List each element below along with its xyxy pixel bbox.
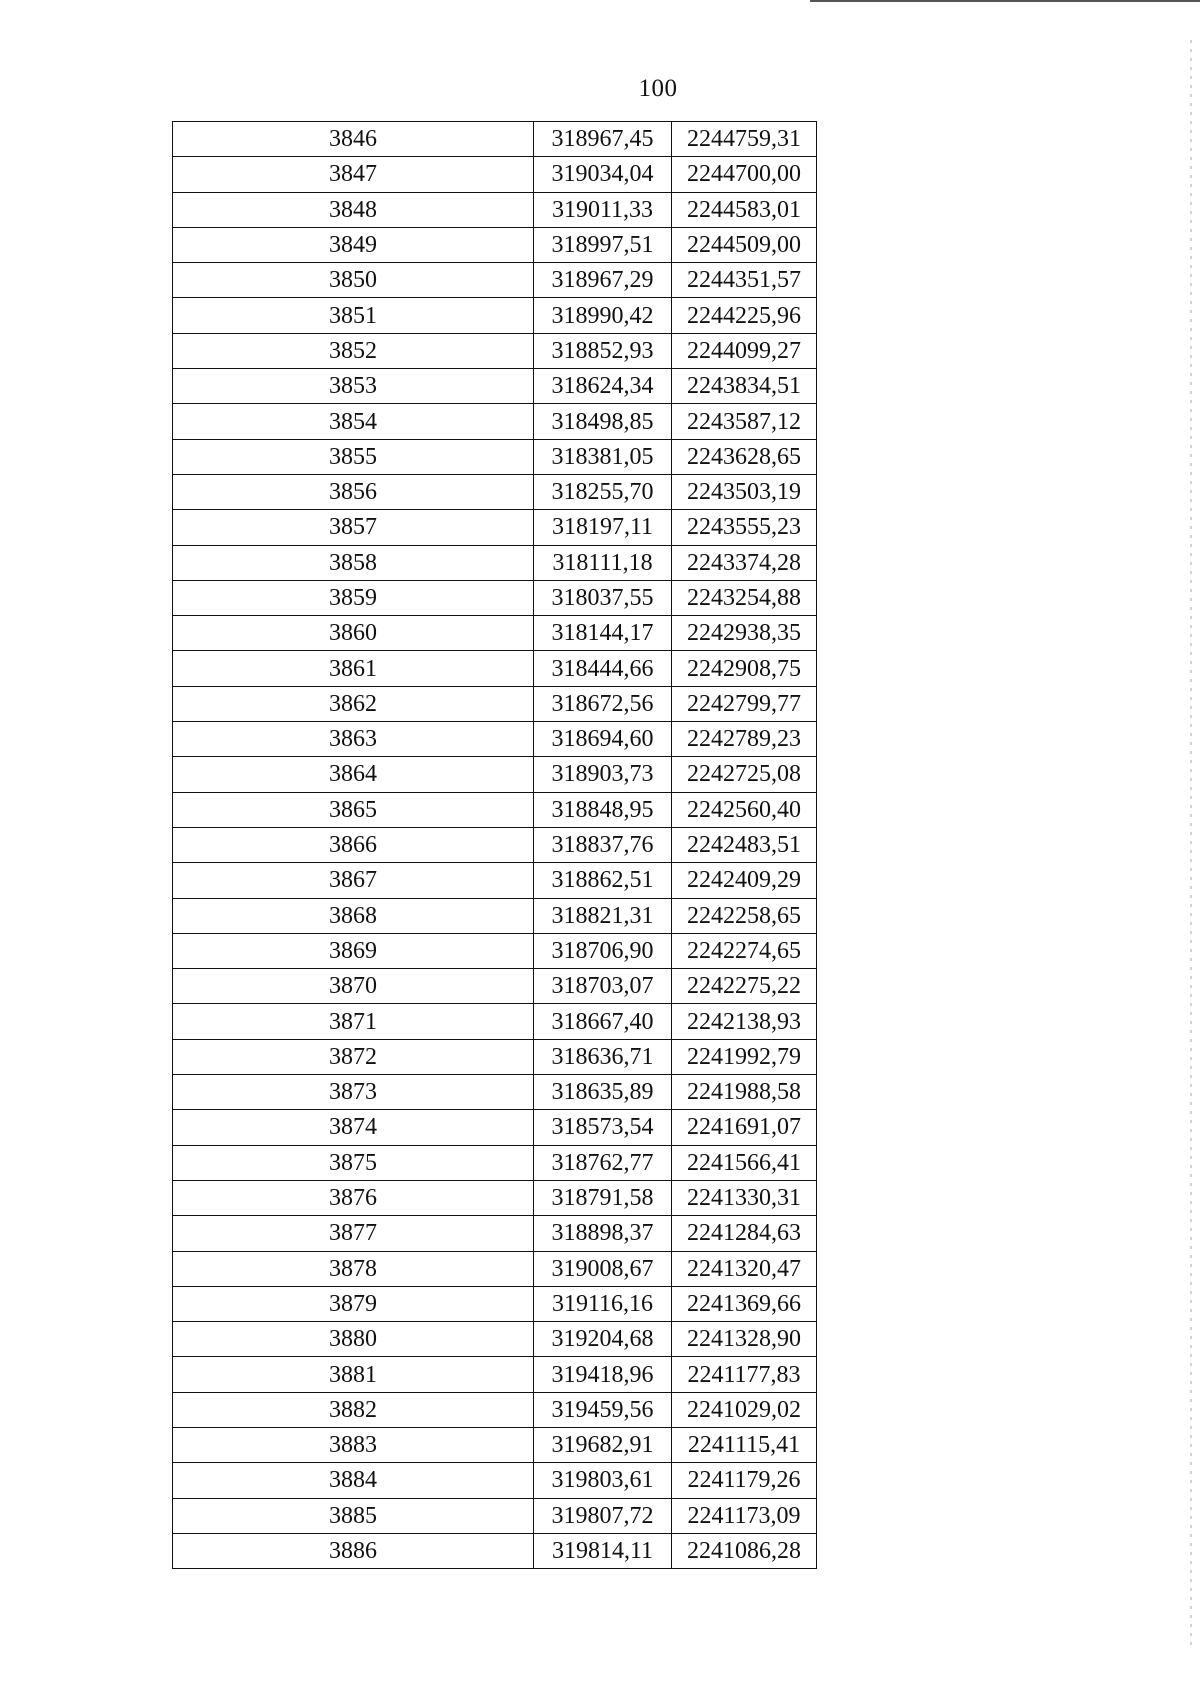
point-number-cell: 3860: [173, 616, 534, 651]
y-coordinate-cell: 2244225,96: [672, 298, 817, 333]
point-number-cell: 3873: [173, 1075, 534, 1110]
y-coordinate-cell: 2241992,79: [672, 1039, 817, 1074]
table-row: [173, 616, 817, 651]
scan-edge-mark: [1190, 40, 1192, 1650]
table-row: [173, 933, 817, 968]
y-coordinate-cell: 2242258,65: [672, 898, 817, 933]
x-coordinate-cell: 319008,67: [534, 1251, 672, 1286]
y-coordinate-cell: 2241115,41: [672, 1427, 817, 1462]
point-number-cell: 3871: [173, 1004, 534, 1039]
table-row: [173, 969, 817, 1004]
table-row: [173, 545, 817, 580]
point-number-cell: 3882: [173, 1392, 534, 1427]
y-coordinate-cell: 2242274,65: [672, 933, 817, 968]
x-coordinate-cell: 318862,51: [534, 863, 672, 898]
page-number: 100: [638, 75, 678, 102]
table-row: [173, 722, 817, 757]
point-number-cell: 3868: [173, 898, 534, 933]
x-coordinate-cell: 319034,04: [534, 157, 672, 192]
point-number-cell: 3861: [173, 651, 534, 686]
y-coordinate-cell: 2242409,29: [672, 863, 817, 898]
x-coordinate-cell: 319459,56: [534, 1392, 672, 1427]
x-coordinate-cell: 319682,91: [534, 1427, 672, 1462]
point-number-cell: 3876: [173, 1180, 534, 1215]
x-coordinate-cell: 318037,55: [534, 580, 672, 615]
y-coordinate-cell: 2241330,31: [672, 1180, 817, 1215]
coordinates-table-body: [173, 122, 817, 1569]
y-coordinate-cell: 2242789,23: [672, 722, 817, 757]
x-coordinate-cell: 318898,37: [534, 1216, 672, 1251]
y-coordinate-cell: 2243254,88: [672, 580, 817, 615]
point-number-cell: 3878: [173, 1251, 534, 1286]
y-coordinate-cell: 2241029,02: [672, 1392, 817, 1427]
x-coordinate-cell: 318997,51: [534, 227, 672, 262]
point-number-cell: 3885: [173, 1498, 534, 1533]
table-row: [173, 1039, 817, 1074]
point-number-cell: 3863: [173, 722, 534, 757]
x-coordinate-cell: 318821,31: [534, 898, 672, 933]
table-row: [173, 439, 817, 474]
x-coordinate-cell: 318635,89: [534, 1075, 672, 1110]
table-row: [173, 404, 817, 439]
point-number-cell: 3872: [173, 1039, 534, 1074]
point-number-cell: 3853: [173, 369, 534, 404]
table-row: [173, 651, 817, 686]
point-number-cell: 3854: [173, 404, 534, 439]
x-coordinate-cell: 318848,95: [534, 792, 672, 827]
point-number-cell: 3883: [173, 1427, 534, 1462]
y-coordinate-cell: 2242275,22: [672, 969, 817, 1004]
table-row: [173, 510, 817, 545]
x-coordinate-cell: 318703,07: [534, 969, 672, 1004]
x-coordinate-cell: 318111,18: [534, 545, 672, 580]
table-row: [173, 1110, 817, 1145]
point-number-cell: 3859: [173, 580, 534, 615]
x-coordinate-cell: 318498,85: [534, 404, 672, 439]
y-coordinate-cell: 2242908,75: [672, 651, 817, 686]
point-number-cell: 3857: [173, 510, 534, 545]
table-row: [173, 1322, 817, 1357]
y-coordinate-cell: 2241284,63: [672, 1216, 817, 1251]
table-row: [173, 192, 817, 227]
point-number-cell: 3864: [173, 757, 534, 792]
x-coordinate-cell: 318672,56: [534, 686, 672, 721]
x-coordinate-cell: 318967,29: [534, 263, 672, 298]
y-coordinate-cell: 2241566,41: [672, 1145, 817, 1180]
y-coordinate-cell: 2241086,28: [672, 1533, 817, 1568]
x-coordinate-cell: 319814,11: [534, 1533, 672, 1568]
x-coordinate-cell: 318444,66: [534, 651, 672, 686]
y-coordinate-cell: 2243503,19: [672, 474, 817, 509]
table-row: [173, 1145, 817, 1180]
point-number-cell: 3879: [173, 1286, 534, 1321]
point-number-cell: 3867: [173, 863, 534, 898]
x-coordinate-cell: 319204,68: [534, 1322, 672, 1357]
y-coordinate-cell: 2243555,23: [672, 510, 817, 545]
table-row: [173, 333, 817, 368]
table-row: [173, 227, 817, 262]
table-row: [173, 1463, 817, 1498]
x-coordinate-cell: 318694,60: [534, 722, 672, 757]
y-coordinate-cell: 2241988,58: [672, 1075, 817, 1110]
x-coordinate-cell: 319807,72: [534, 1498, 672, 1533]
point-number-cell: 3865: [173, 792, 534, 827]
table-row: [173, 1533, 817, 1568]
y-coordinate-cell: 2241173,09: [672, 1498, 817, 1533]
y-coordinate-cell: 2242483,51: [672, 827, 817, 862]
table-row: [173, 792, 817, 827]
table-row: [173, 298, 817, 333]
x-coordinate-cell: 318706,90: [534, 933, 672, 968]
x-coordinate-cell: 318852,93: [534, 333, 672, 368]
point-number-cell: 3848: [173, 192, 534, 227]
x-coordinate-cell: 318903,73: [534, 757, 672, 792]
y-coordinate-cell: 2243834,51: [672, 369, 817, 404]
y-coordinate-cell: 2242725,08: [672, 757, 817, 792]
table-row: [173, 474, 817, 509]
y-coordinate-cell: 2241177,83: [672, 1357, 817, 1392]
x-coordinate-cell: 319116,16: [534, 1286, 672, 1321]
point-number-cell: 3881: [173, 1357, 534, 1392]
table-row: [173, 1180, 817, 1215]
point-number-cell: 3856: [173, 474, 534, 509]
point-number-cell: 3852: [173, 333, 534, 368]
x-coordinate-cell: 318381,05: [534, 439, 672, 474]
y-coordinate-cell: 2241320,47: [672, 1251, 817, 1286]
table-row: [173, 122, 817, 157]
point-number-cell: 3866: [173, 827, 534, 862]
table-row: [173, 1498, 817, 1533]
x-coordinate-cell: 318967,45: [534, 122, 672, 157]
x-coordinate-cell: 318197,11: [534, 510, 672, 545]
y-coordinate-cell: 2244509,00: [672, 227, 817, 262]
y-coordinate-cell: 2244351,57: [672, 263, 817, 298]
table-row: [173, 863, 817, 898]
x-coordinate-cell: 318144,17: [534, 616, 672, 651]
y-coordinate-cell: 2241328,90: [672, 1322, 817, 1357]
table-row: [173, 263, 817, 298]
point-number-cell: 3874: [173, 1110, 534, 1145]
y-coordinate-cell: 2242938,35: [672, 616, 817, 651]
y-coordinate-cell: 2241179,26: [672, 1463, 817, 1498]
point-number-cell: 3870: [173, 969, 534, 1004]
x-coordinate-cell: 319803,61: [534, 1463, 672, 1498]
point-number-cell: 3880: [173, 1322, 534, 1357]
y-coordinate-cell: 2241691,07: [672, 1110, 817, 1145]
coordinates-table: [172, 121, 817, 1569]
x-coordinate-cell: 318573,54: [534, 1110, 672, 1145]
table-row: [173, 827, 817, 862]
table-row: [173, 1427, 817, 1462]
table-row: [173, 369, 817, 404]
point-number-cell: 3847: [173, 157, 534, 192]
point-number-cell: 3869: [173, 933, 534, 968]
table-row: [173, 757, 817, 792]
x-coordinate-cell: 318791,58: [534, 1180, 672, 1215]
point-number-cell: 3886: [173, 1533, 534, 1568]
y-coordinate-cell: 2243374,28: [672, 545, 817, 580]
point-number-cell: 3875: [173, 1145, 534, 1180]
x-coordinate-cell: 319011,33: [534, 192, 672, 227]
table-row: [173, 1216, 817, 1251]
y-coordinate-cell: 2244099,27: [672, 333, 817, 368]
table-row: [173, 1004, 817, 1039]
y-coordinate-cell: 2242138,93: [672, 1004, 817, 1039]
table-row: [173, 1075, 817, 1110]
y-coordinate-cell: 2243628,65: [672, 439, 817, 474]
point-number-cell: 3877: [173, 1216, 534, 1251]
point-number-cell: 3858: [173, 545, 534, 580]
y-coordinate-cell: 2242799,77: [672, 686, 817, 721]
table-row: [173, 1357, 817, 1392]
point-number-cell: 3862: [173, 686, 534, 721]
x-coordinate-cell: 318636,71: [534, 1039, 672, 1074]
x-coordinate-cell: 318255,70: [534, 474, 672, 509]
y-coordinate-cell: 2241369,66: [672, 1286, 817, 1321]
x-coordinate-cell: 319418,96: [534, 1357, 672, 1392]
point-number-cell: 3850: [173, 263, 534, 298]
x-coordinate-cell: 318837,76: [534, 827, 672, 862]
table-row: [173, 1286, 817, 1321]
point-number-cell: 3855: [173, 439, 534, 474]
table-row: [173, 686, 817, 721]
scan-top-rule: [810, 0, 1200, 2]
x-coordinate-cell: 318667,40: [534, 1004, 672, 1039]
y-coordinate-cell: 2244700,00: [672, 157, 817, 192]
table-row: [173, 1392, 817, 1427]
table-row: [173, 898, 817, 933]
y-coordinate-cell: 2242560,40: [672, 792, 817, 827]
point-number-cell: 3846: [173, 122, 534, 157]
y-coordinate-cell: 2244759,31: [672, 122, 817, 157]
table-row: [173, 157, 817, 192]
y-coordinate-cell: 2244583,01: [672, 192, 817, 227]
point-number-cell: 3884: [173, 1463, 534, 1498]
y-coordinate-cell: 2243587,12: [672, 404, 817, 439]
table-row: [173, 1251, 817, 1286]
x-coordinate-cell: 318762,77: [534, 1145, 672, 1180]
point-number-cell: 3849: [173, 227, 534, 262]
point-number-cell: 3851: [173, 298, 534, 333]
table-row: [173, 580, 817, 615]
x-coordinate-cell: 318624,34: [534, 369, 672, 404]
x-coordinate-cell: 318990,42: [534, 298, 672, 333]
